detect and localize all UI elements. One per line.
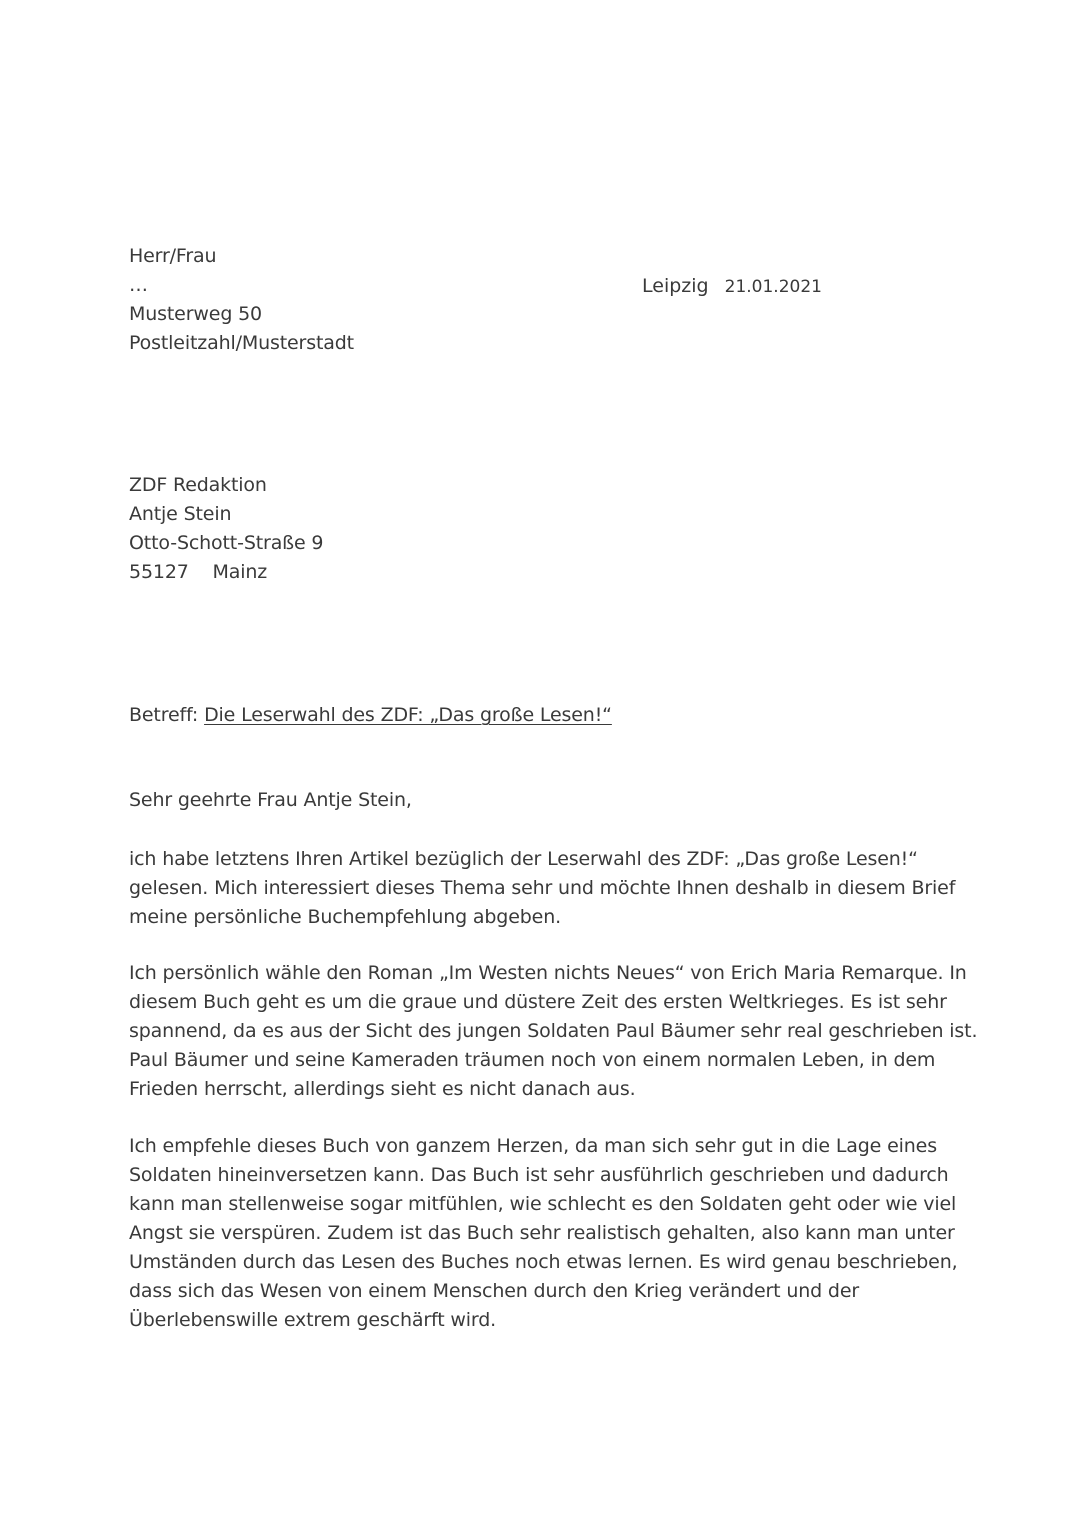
subject-text: Die Leserwahl des ZDF: „Das große Lesen!“	[204, 704, 612, 726]
paragraph-line: gelesen. Mich interessiert dieses Thema sehr und möchte Ihnen deshalb in diesem Brief	[129, 877, 956, 899]
paragraph-line: Ich empfehle dieses Buch von ganzem Herzen, da man sich sehr gut in die Lage eines	[129, 1135, 937, 1157]
place-date	[642, 272, 822, 302]
subject-label: Betreff:	[129, 704, 199, 726]
paragraph-1	[129, 845, 959, 932]
recipient-organization: ZDF Redaktion	[129, 474, 267, 496]
paragraph-line: Angst sie verspüren. Zudem ist das Buch sehr realistisch gehalten, also kann man unter	[129, 1222, 955, 1244]
paragraph-3	[129, 1132, 959, 1335]
subject-line	[129, 701, 612, 730]
paragraph-line: kann man stellenweise sogar mitfühlen, wie schlecht es den Soldaten geht oder wie viel	[129, 1193, 957, 1215]
paragraph-line: spannend, da es aus der Sicht des jungen Soldaten Paul Bäumer sehr real geschrieben ist.	[129, 1020, 978, 1042]
place: Leipzig	[642, 275, 709, 297]
paragraph-2	[129, 959, 978, 1104]
paragraph-line: Frieden herrscht, allerdings sieht es nicht danach aus.	[129, 1078, 636, 1100]
paragraph-line: Soldaten hineinversetzen kann. Das Buch ist sehr ausführlich geschrieben und dadurch	[129, 1164, 949, 1186]
paragraph-line: Überlebenswille extrem geschärft wird.	[129, 1309, 497, 1331]
paragraph-line: Umständen durch das Lesen des Buches noch etwas lernen. Es wird genau beschrieben,	[129, 1251, 958, 1273]
sender-salutation: Herr/Frau	[129, 245, 217, 267]
sender-city: Postleitzahl/Musterstadt	[129, 332, 354, 354]
paragraph-line: Ich persönlich wähle den Roman „Im Westen nichts Neues“ von Erich Maria Remarque. In	[129, 962, 967, 984]
paragraph-line: dass sich das Wesen von einem Menschen durch den Krieg verändert und der	[129, 1280, 860, 1302]
recipient-address	[129, 471, 323, 587]
recipient-city: Mainz	[212, 561, 268, 583]
paragraph-line: diesem Buch geht es um die graue und düstere Zeit des ersten Weltkrieges. Es ist sehr	[129, 991, 947, 1013]
recipient-postal-city	[129, 558, 323, 587]
recipient-postal-code: 55127	[129, 561, 189, 583]
paragraph-line: Paul Bäumer und seine Kameraden träumen noch von einem normalen Leben, in dem	[129, 1049, 936, 1071]
sender-street: Musterweg 50	[129, 303, 262, 325]
paragraph-line: ich habe letztens Ihren Artikel bezüglich der Leserwahl des ZDF: „Das große Lesen!“	[129, 848, 918, 870]
sender-address	[129, 242, 354, 358]
recipient-street: Otto-Schott-Straße 9	[129, 532, 324, 554]
paragraph-line: meine persönliche Buchempfehlung abgeben.	[129, 906, 561, 928]
recipient-name: Antje Stein	[129, 503, 232, 525]
sender-name-placeholder: …	[129, 274, 148, 296]
date: 21.01.2021	[724, 277, 822, 297]
greeting: Sehr geehrte Frau Antje Stein,	[129, 789, 412, 811]
